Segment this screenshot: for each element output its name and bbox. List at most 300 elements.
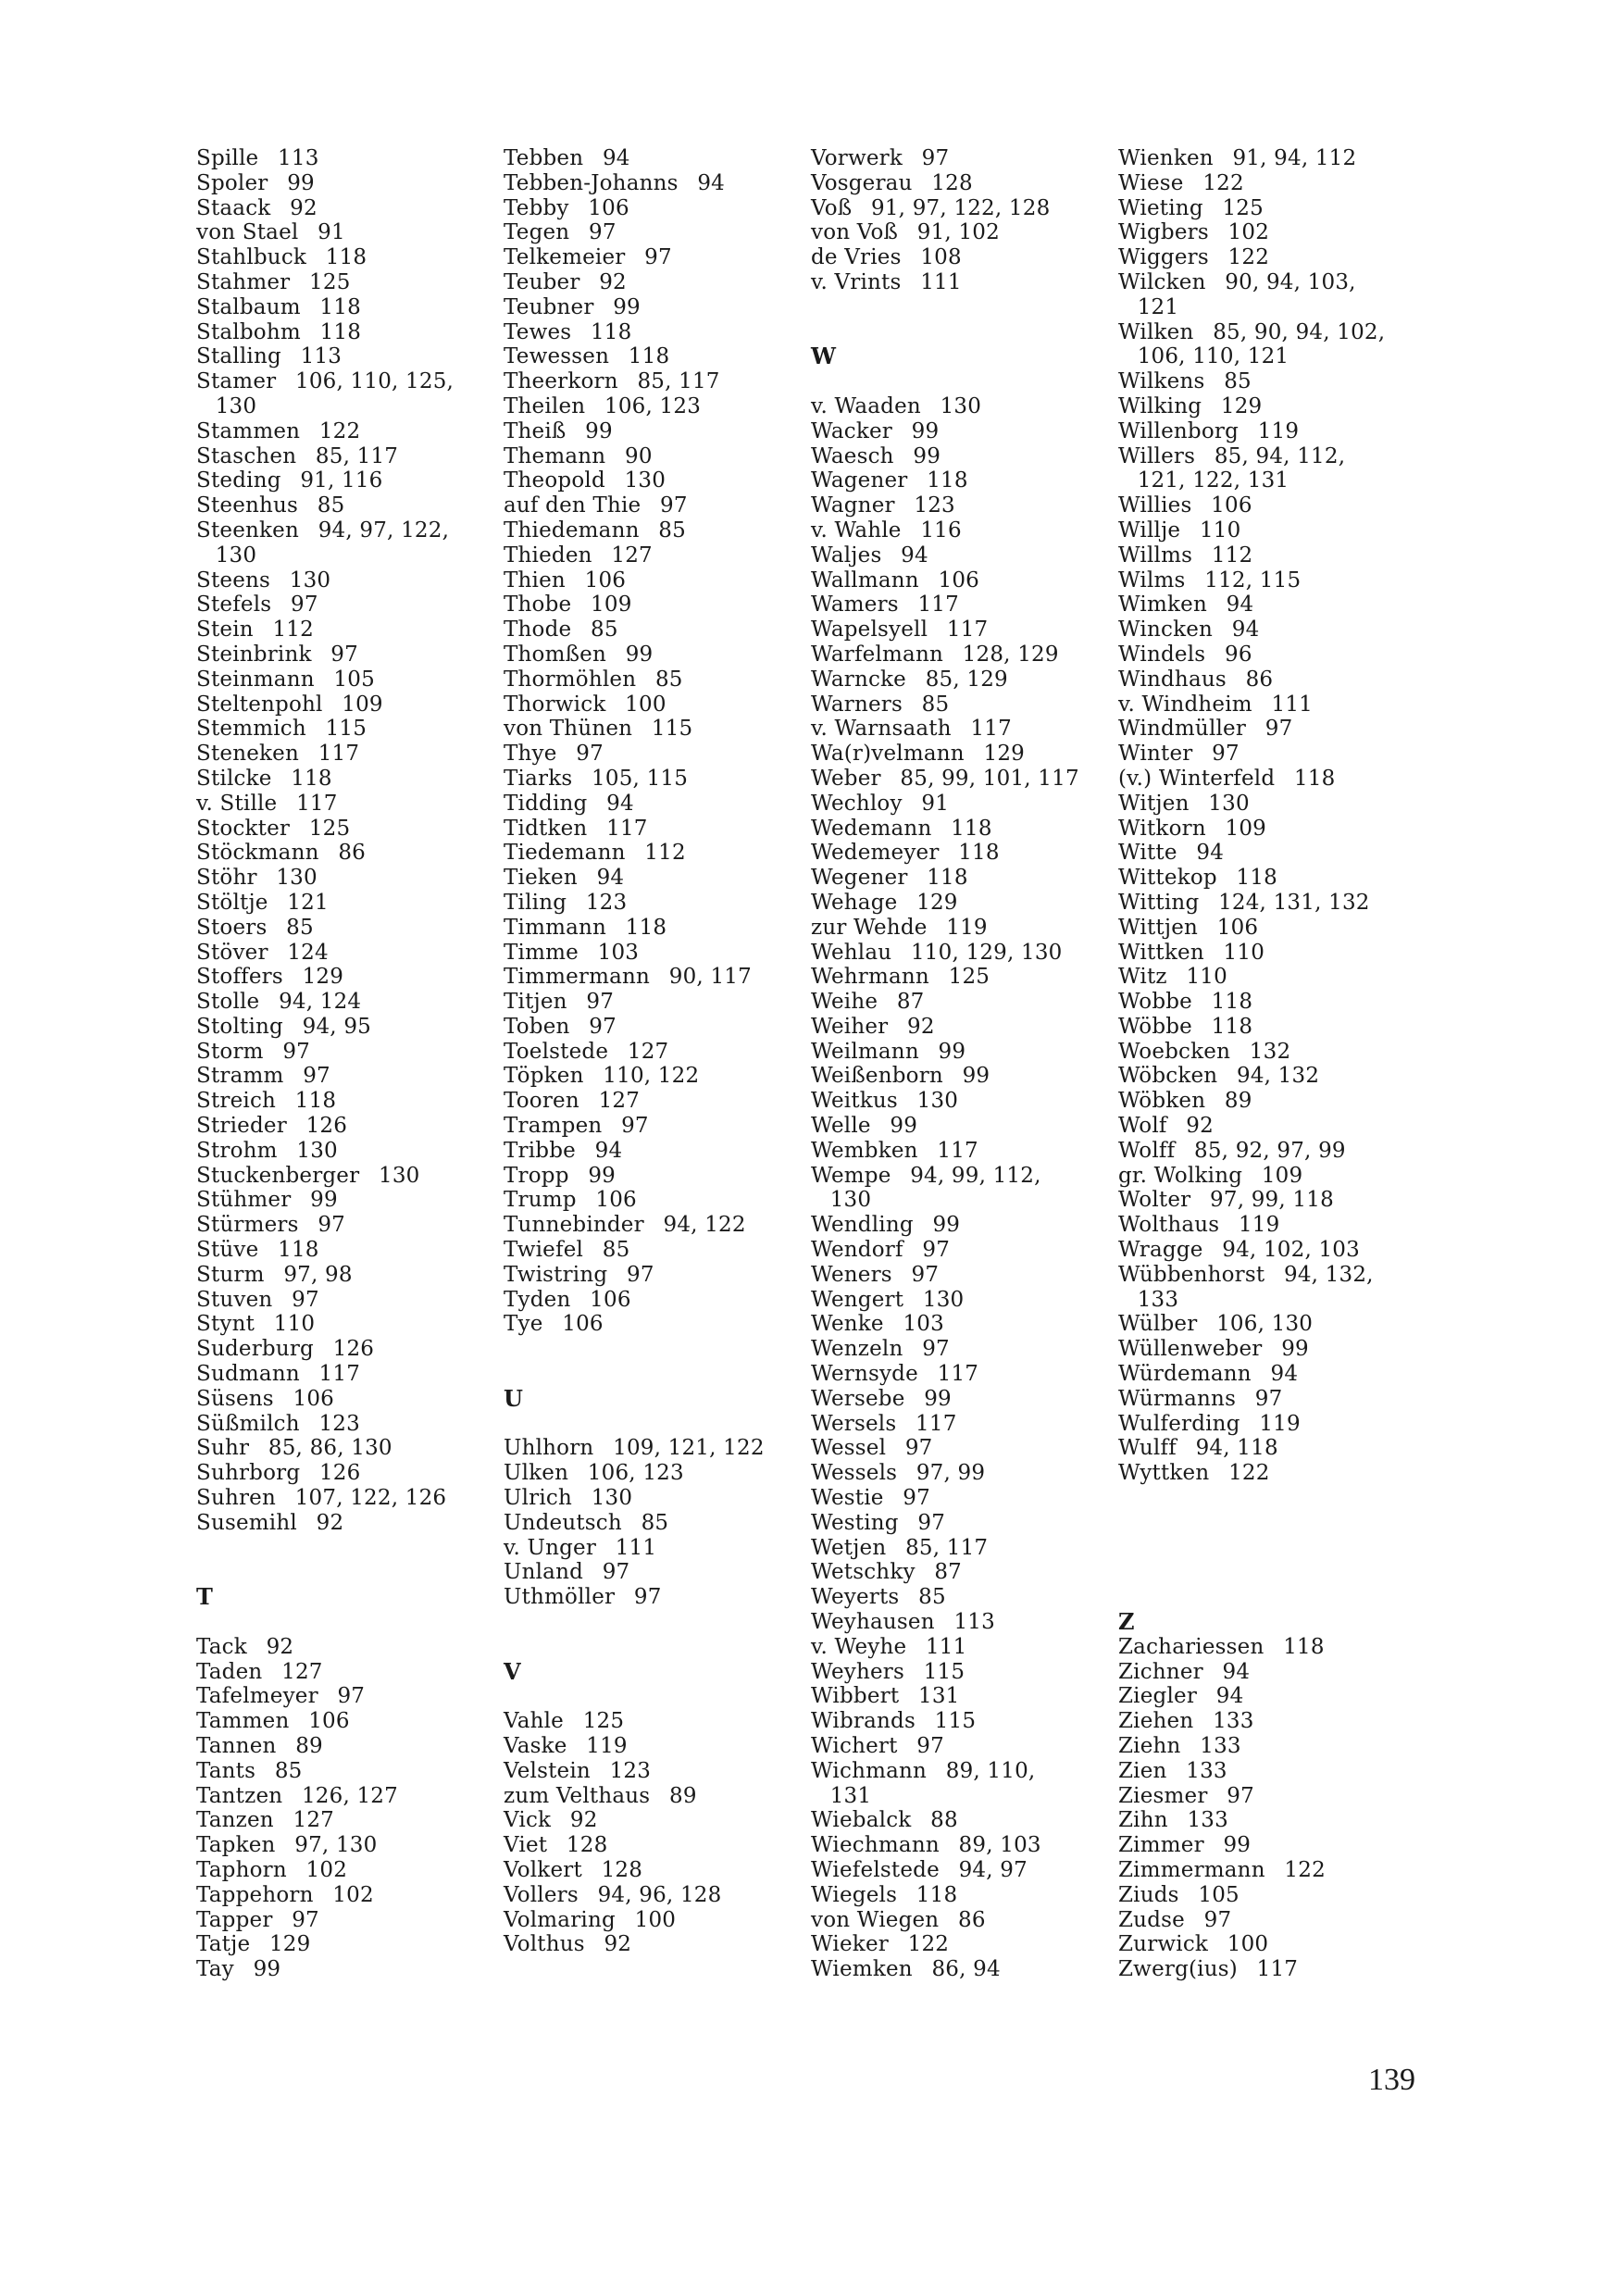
- index-entry: [811, 1387, 1107, 1412]
- entry-name: Suhr: [196, 1436, 250, 1461]
- entry-name: Wittjen: [1118, 915, 1199, 940]
- entry-pages: 106: [1211, 493, 1252, 518]
- entry-pages: 105: [333, 667, 375, 692]
- index-entry: [196, 568, 492, 593]
- entry-name: Volkert: [504, 1857, 582, 1882]
- entry-pages: 92: [266, 1634, 294, 1659]
- entry-pages: 97: [903, 1486, 930, 1511]
- entry-name: Stilcke: [196, 766, 272, 791]
- index-entry: [811, 543, 1107, 568]
- index-entry: [196, 1312, 492, 1337]
- entry-pages: 117: [1256, 1957, 1299, 1982]
- entry-name: Weyhausen: [811, 1610, 935, 1635]
- entry-pages: 115: [325, 717, 367, 742]
- entry-name: Windmüller: [1118, 717, 1247, 742]
- entry-pages: 96: [1225, 642, 1252, 667]
- index-entry: [504, 1139, 800, 1164]
- entry-pages: 94: [1215, 1684, 1244, 1709]
- entry-pages: 106: [938, 568, 980, 593]
- entry-pages: 103: [903, 1312, 944, 1337]
- index-entry: [811, 1263, 1107, 1288]
- entry-name: Wichert: [811, 1734, 898, 1758]
- entry-pages: 97: [621, 1114, 649, 1139]
- spacer: [1118, 1486, 1414, 1610]
- entry-pages: 97: [586, 990, 615, 1015]
- entry-pages: 118: [1236, 866, 1277, 891]
- entry-pages-continued: 133: [1137, 1287, 1179, 1312]
- entry-pages: 94, 132,: [1283, 1262, 1374, 1287]
- index-entry: [196, 593, 492, 618]
- index-entry: [811, 1238, 1107, 1263]
- index-entry: [504, 1188, 800, 1213]
- index-entry: [1118, 1040, 1414, 1065]
- index-entry: [811, 792, 1107, 817]
- entry-pages: 94, 124: [279, 990, 362, 1015]
- index-entry: [1118, 568, 1414, 593]
- entry-name: Undeutsch: [504, 1510, 622, 1535]
- entry-name: Zurwick: [1118, 1932, 1209, 1957]
- entry-name: Steneken: [196, 742, 299, 767]
- entry-name: de Vries: [811, 245, 902, 270]
- entry-name: Winter: [1118, 742, 1193, 767]
- index-entry: [811, 618, 1107, 643]
- entry-name: Tammen: [196, 1709, 290, 1734]
- entry-name: Wülber: [1118, 1312, 1198, 1337]
- entry-pages: 92: [316, 1510, 344, 1535]
- entry-name: Tieken: [504, 866, 578, 891]
- entry-name: Würmanns: [1118, 1386, 1237, 1411]
- entry-name: Wimken: [1118, 593, 1207, 618]
- index-entry: [504, 1213, 800, 1238]
- index-entry: [1118, 1015, 1414, 1040]
- index-entry: [504, 394, 800, 419]
- index-entry: [196, 1932, 492, 1957]
- index-entry: [811, 1932, 1107, 1957]
- entry-pages: 97: [290, 593, 318, 618]
- index-entry: [504, 1908, 800, 1933]
- index-entry: [811, 1858, 1107, 1883]
- entry-pages: 94: [1222, 1659, 1251, 1684]
- entry-pages: 91, 102: [916, 220, 1000, 245]
- index-entry: [811, 1461, 1107, 1486]
- entry-name: Ulken: [504, 1461, 569, 1486]
- index-entry: [1118, 866, 1414, 891]
- index-entry: [811, 1040, 1107, 1065]
- entry-name: Weihe: [811, 990, 878, 1015]
- entry-name: Warncke: [811, 667, 906, 692]
- entry-pages: 97: [292, 1907, 319, 1932]
- entry-pages: 85: [654, 667, 683, 692]
- entry-pages: 102: [332, 1882, 374, 1907]
- entry-name: Tiling: [504, 890, 567, 915]
- entry-pages: 97: [589, 1014, 617, 1039]
- entry-name: Timmermann: [504, 965, 651, 990]
- entry-pages: 85: [1224, 369, 1252, 394]
- index-entry: [811, 1288, 1107, 1313]
- entry-pages: 130: [591, 1486, 633, 1511]
- index-entry: [1118, 1833, 1414, 1858]
- entry-name: Steinmann: [196, 667, 315, 692]
- index-entry: [811, 568, 1107, 593]
- entry-name: Wobbe: [1118, 990, 1192, 1015]
- entry-pages: 119: [1259, 1411, 1301, 1436]
- entry-pages-continued: 130: [215, 393, 257, 418]
- entry-pages: 85, 99, 101, 117: [900, 766, 1079, 791]
- entry-pages: 97: [626, 1262, 654, 1287]
- entry-pages: 97: [602, 1560, 630, 1585]
- entry-pages: 110: [1199, 518, 1241, 543]
- index-entry: [504, 1536, 800, 1561]
- entry-pages: 118: [291, 766, 332, 791]
- entry-name: Tatje: [196, 1932, 251, 1957]
- entry-pages: 94, 97: [958, 1857, 1028, 1882]
- index-entry: [504, 1709, 800, 1734]
- index-entry: [1118, 171, 1414, 196]
- index-entry: [504, 146, 800, 171]
- entry-pages: 128: [566, 1833, 608, 1858]
- entry-pages: 100: [1227, 1932, 1269, 1957]
- index-entry: [811, 1560, 1107, 1585]
- entry-pages: 107, 122, 126: [294, 1486, 447, 1511]
- entry-name: Steltenpohl: [196, 692, 323, 717]
- entry-name: Wessel: [811, 1436, 887, 1461]
- index-entry: [811, 1213, 1107, 1238]
- entry-pages: 90, 117: [668, 965, 752, 990]
- entry-pages: 118: [1211, 990, 1253, 1015]
- entry-name: Weilmann: [811, 1039, 919, 1064]
- entry-name: Tebben: [504, 146, 584, 170]
- entry-pages: 118: [319, 319, 362, 344]
- entry-name: Viet: [504, 1833, 548, 1858]
- entry-name: Weißenborn: [811, 1064, 943, 1089]
- entry-pages: 105: [1198, 1882, 1240, 1907]
- section-letter-heading: U: [504, 1384, 524, 1412]
- index-entry: [1118, 916, 1414, 941]
- index-entry: [196, 1784, 492, 1809]
- entry-name: Ziehn: [1118, 1734, 1181, 1759]
- entry-name: Süßmilch: [196, 1411, 300, 1436]
- entry-pages: 128: [601, 1857, 643, 1882]
- entry-pages: 105, 115: [592, 766, 689, 791]
- entry-name: Wendling: [811, 1213, 914, 1238]
- entry-pages: 94: [1270, 1362, 1299, 1387]
- entry-name: Uhlhorn: [504, 1436, 594, 1461]
- index-entry: [1118, 668, 1414, 693]
- entry-name: Taphorn: [196, 1857, 287, 1882]
- index-entry: [196, 369, 492, 419]
- entry-name: Tidtken: [504, 816, 588, 841]
- entry-pages: 106, 130: [1216, 1312, 1314, 1337]
- index-entry: [196, 1709, 492, 1734]
- entry-name: Uthmöller: [504, 1585, 616, 1610]
- entry-pages: 92: [290, 195, 318, 220]
- entry-name: Thieden: [504, 543, 592, 568]
- section-letter-heading: W: [811, 343, 837, 370]
- entry-pages: 99: [585, 418, 613, 443]
- entry-name: Wöbken: [1118, 1089, 1206, 1114]
- entry-name: Stalling: [196, 344, 281, 369]
- index-entry: [196, 493, 492, 518]
- entry-pages: 122: [318, 418, 361, 443]
- entry-pages: 123: [585, 890, 628, 915]
- entry-name: Stockter: [196, 816, 291, 841]
- entry-pages-continued: 121: [1137, 294, 1179, 319]
- index-entry: [196, 344, 492, 369]
- entry-pages: 99: [962, 1064, 990, 1089]
- index-column-2: [504, 146, 800, 1957]
- entry-pages: 87: [934, 1560, 963, 1585]
- entry-pages: 85: [317, 493, 345, 518]
- entry-pages: 130: [940, 393, 982, 418]
- entry-name: Teuber: [504, 269, 580, 294]
- entry-name: Witte: [1118, 841, 1177, 866]
- entry-name: Wiggers: [1118, 245, 1209, 270]
- index-entry: [504, 1164, 800, 1189]
- entry-name: Wiemken: [811, 1957, 913, 1982]
- entry-name: Thobe: [504, 593, 572, 618]
- entry-pages: 85, 117: [637, 369, 720, 394]
- entry-name: Timme: [504, 940, 579, 965]
- entry-pages: 127: [281, 1659, 323, 1684]
- entry-pages: 106: [1216, 915, 1259, 940]
- entry-pages: 129: [268, 1932, 311, 1957]
- index-entry: [196, 220, 492, 245]
- entry-name: Zudse: [1118, 1907, 1185, 1932]
- entry-name: Wyttken: [1118, 1461, 1210, 1486]
- index-entry: [1118, 618, 1414, 643]
- entry-pages: 106: [584, 568, 627, 593]
- entry-name: Wetschky: [811, 1560, 916, 1585]
- index-entry: [1118, 1660, 1414, 1685]
- spacer: [811, 295, 1107, 345]
- entry-pages: 99: [613, 294, 641, 319]
- entry-name: Wacker: [811, 418, 892, 443]
- index-entry: [196, 965, 492, 990]
- entry-pages: 94, 95: [302, 1014, 371, 1039]
- index-entry: [504, 1932, 800, 1957]
- entry-pages: 123: [318, 1411, 360, 1436]
- index-entry: [504, 1263, 800, 1288]
- entry-pages: 131: [917, 1684, 960, 1709]
- index-entry: [1118, 1734, 1414, 1759]
- entry-name: Waljes: [811, 543, 882, 568]
- entry-pages: 118: [916, 1882, 958, 1907]
- entry-name: Strieder: [196, 1114, 287, 1139]
- entry-name: Weitkus: [811, 1089, 898, 1114]
- entry-name: Stahmer: [196, 269, 291, 294]
- entry-name: Wagner: [811, 493, 895, 518]
- index-entry: [196, 1387, 492, 1412]
- entry-pages: 126: [305, 1114, 348, 1139]
- index-entry: [1118, 1089, 1414, 1114]
- entry-name: Witkorn: [1118, 816, 1206, 841]
- index-entry: [196, 1337, 492, 1362]
- index-entry: [196, 668, 492, 693]
- index-entry: [811, 1684, 1107, 1709]
- index-entry: [1118, 1932, 1414, 1957]
- entry-name: Zwerg(ius): [1118, 1957, 1238, 1982]
- index-entry: [1118, 320, 1414, 370]
- index-entry: [1118, 196, 1414, 221]
- index-entry: [504, 245, 800, 270]
- entry-pages: 109: [342, 692, 383, 717]
- index-entry: [504, 941, 800, 966]
- index-entry: [196, 1461, 492, 1486]
- entry-name: Stoers: [196, 915, 268, 940]
- index-entry: [504, 1089, 800, 1114]
- entry-pages: 88: [930, 1808, 958, 1833]
- index-entry: [1118, 941, 1414, 966]
- index-entry: [196, 916, 492, 941]
- entry-pages: 125: [309, 269, 351, 294]
- index-entry: [811, 1759, 1107, 1809]
- index-entry: [504, 220, 800, 245]
- entry-name: Wieting: [1118, 195, 1203, 220]
- index-entry: [811, 1015, 1107, 1040]
- entry-name: Tiedemann: [504, 841, 626, 866]
- entry-name: Wieker: [811, 1932, 889, 1957]
- entry-name: Theopold: [504, 468, 605, 493]
- index-entry: [811, 866, 1107, 891]
- entry-pages: 130: [1208, 791, 1250, 816]
- index-entry: [504, 295, 800, 320]
- entry-pages: 97: [318, 1213, 345, 1238]
- entry-name: Waesch: [811, 443, 894, 468]
- entry-name: Sturm: [196, 1262, 265, 1287]
- entry-name: Stolle: [196, 990, 260, 1015]
- index-entry: [504, 693, 800, 718]
- index-entry: [504, 1585, 800, 1610]
- spacer: [196, 1610, 492, 1635]
- index-entry: [196, 792, 492, 817]
- index-entry: [1118, 1164, 1414, 1189]
- entry-pages: 99: [924, 1386, 952, 1411]
- index-entry: [504, 196, 800, 221]
- entry-name: v. Waaden: [811, 393, 921, 418]
- entry-name: Thye: [504, 742, 557, 767]
- index-entry: [196, 468, 492, 493]
- entry-pages: 125: [308, 816, 351, 841]
- entry-pages: 97: [904, 1436, 933, 1461]
- index-entry: [196, 643, 492, 668]
- entry-pages: 97: [1264, 717, 1293, 742]
- entry-pages: 92: [907, 1014, 935, 1039]
- index-entry: [504, 1734, 800, 1759]
- index-entry: [504, 1759, 800, 1784]
- entry-pages: 113: [278, 146, 319, 170]
- entry-pages: 119: [1238, 1213, 1280, 1238]
- entry-pages: 109: [591, 593, 632, 618]
- entry-pages: 106: [308, 1709, 350, 1734]
- entry-pages: 94: [697, 170, 725, 195]
- entry-pages: 110, 122: [603, 1064, 700, 1089]
- index-entry: [1118, 1188, 1414, 1213]
- entry-pages: 118: [951, 816, 992, 841]
- index-entry: [1118, 543, 1414, 568]
- entry-pages: 99: [287, 170, 315, 195]
- entry-name: Stammen: [196, 418, 301, 443]
- index-entry: [504, 1858, 800, 1883]
- entry-pages: 130: [624, 468, 666, 493]
- index-entry: [196, 1684, 492, 1709]
- entry-pages: 103: [597, 940, 640, 965]
- index-entry: [811, 1883, 1107, 1908]
- entry-pages: 85: [641, 1510, 669, 1535]
- entry-name: zur Wehde: [811, 915, 928, 940]
- index-entry: [196, 1139, 492, 1164]
- index-entry: [504, 444, 800, 469]
- entry-name: Wilcken: [1118, 269, 1206, 294]
- entry-pages: 90, 94, 103,: [1225, 269, 1356, 294]
- entry-name: Storm: [196, 1039, 264, 1064]
- entry-name: Woebcken: [1118, 1039, 1231, 1064]
- entry-name: Tewes: [504, 319, 572, 344]
- entry-name: Welle: [811, 1114, 871, 1139]
- entry-name: Thorwick: [504, 692, 606, 717]
- entry-pages: 85, 90, 94, 102,: [1213, 319, 1386, 344]
- entry-name: Wenzeln: [811, 1337, 903, 1362]
- entry-name: Wempe: [811, 1163, 891, 1188]
- entry-pages: 106: [588, 195, 629, 220]
- entry-name: Willers: [1118, 443, 1196, 468]
- entry-pages: 99: [913, 443, 941, 468]
- entry-pages: 112: [1211, 543, 1253, 568]
- entry-pages: 115: [651, 717, 693, 742]
- index-entry: [504, 1238, 800, 1263]
- entry-pages: 99: [1281, 1337, 1309, 1362]
- index-entry: [196, 1114, 492, 1139]
- entry-name: Wiefelstede: [811, 1857, 940, 1882]
- index-entry: [196, 1635, 492, 1660]
- entry-pages: 116: [920, 518, 962, 543]
- entry-pages: 124, 131, 132: [1218, 890, 1370, 915]
- index-entry: [811, 1114, 1107, 1139]
- entry-pages: 112: [272, 618, 314, 643]
- entry-name: Wagener: [811, 468, 908, 493]
- entry-name: Theerkorn: [504, 369, 618, 394]
- index-entry: [1118, 394, 1414, 419]
- index-entry: [1118, 1883, 1414, 1908]
- entry-name: Streich: [196, 1089, 277, 1114]
- entry-pages: 85: [602, 1238, 630, 1263]
- entry-pages: 85, 86, 130: [268, 1436, 392, 1461]
- index-entry: [504, 1511, 800, 1536]
- entry-name: Thode: [504, 618, 572, 643]
- entry-name: v. Wahle: [811, 518, 902, 543]
- entry-pages: 133: [1200, 1734, 1241, 1759]
- entry-pages: 91: [318, 220, 345, 245]
- index-entry: [811, 1833, 1107, 1858]
- entry-pages: 122: [907, 1932, 950, 1957]
- entry-pages: 113: [300, 344, 343, 369]
- entry-name: Wübbenhorst: [1118, 1262, 1265, 1287]
- entry-name: von Stael: [196, 220, 299, 245]
- entry-pages: 86: [958, 1907, 986, 1932]
- entry-pages: 85, 117: [905, 1535, 989, 1560]
- entry-name: Volthus: [504, 1932, 585, 1957]
- entry-name: Wichmann: [811, 1758, 928, 1783]
- entry-name: v. Unger: [504, 1535, 597, 1560]
- entry-pages: 109: [1225, 816, 1267, 841]
- entry-name: Wilkens: [1118, 369, 1205, 394]
- index-entry: [811, 1908, 1107, 1933]
- entry-name: Stahlbuck: [196, 245, 307, 270]
- entry-pages: 119: [946, 915, 988, 940]
- index-entry: [811, 965, 1107, 990]
- index-entry: [196, 1883, 492, 1908]
- entry-pages: 97: [921, 146, 950, 170]
- index-entry: [196, 1040, 492, 1065]
